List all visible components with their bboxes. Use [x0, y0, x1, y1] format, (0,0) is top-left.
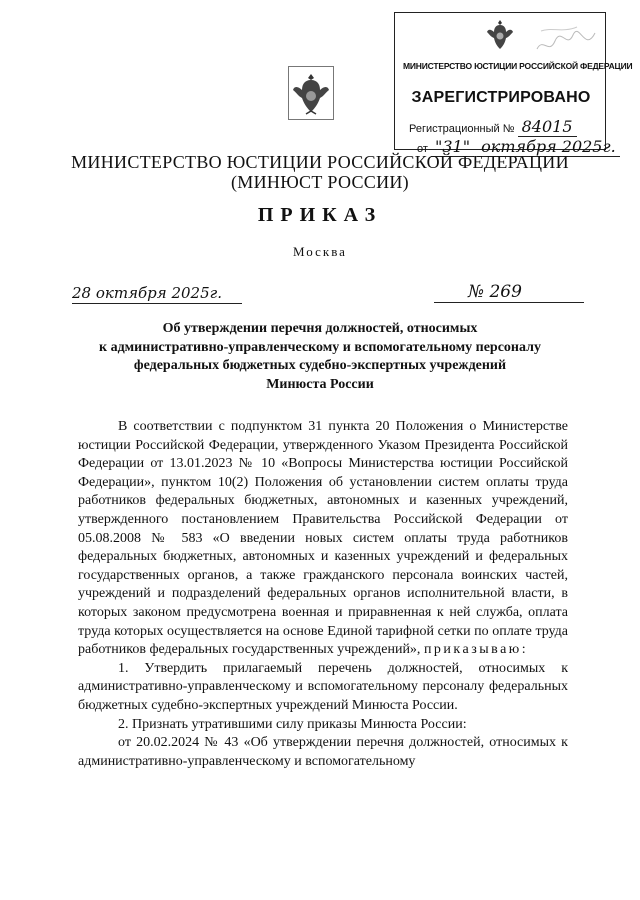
stamp-status: ЗАРЕГИСТРИРОВАНО: [411, 89, 591, 106]
subject-line: федеральных бюджетных судебно-экспертных учреждений: [133, 358, 507, 373]
stamp-signature-scribble: [533, 19, 599, 63]
stamp-ministry-name: МИНИСТЕРСТВО ЮСТИЦИИ РОССИЙСКОЙ ФЕДЕРАЦИИ: [403, 61, 633, 71]
subject-line: Об утверждении перечня должностей, относимых: [162, 321, 478, 336]
ministry-short-name: (МИНЮСТ РОССИИ): [231, 172, 409, 192]
stamp-reg-number: 84015: [518, 117, 577, 137]
subject-line: к административно-управленческому и вспомогательному персоналу: [99, 339, 541, 355]
stamp-date-day: "31": [431, 137, 474, 157]
order-body: [78, 418, 568, 771]
city-name: Москва: [293, 244, 347, 259]
stamp-date-prefix: от: [417, 143, 428, 155]
preamble-text: В соответствии с подпунктом 31 пункта 20 Положения о Министерстве юстиции Российской Федерации, утвержденного Указом Президента Российской Федерации от 13.01.2023 № 10 «Вопросы Министерства юстиции Российской Федерации», пунктом 10(2) Положения об установлении систем оплаты труда работников федеральных бюджетных, автономных и казенных учреждений, утвержденного постановлением Правительства Российской Федерации от 05.08.2008 № 583 «О введении новых систем оплаты труда работников федеральных бюджетных, автономных и казенных учреждений и федеральных государственных органов, а также гражданского персонала воинских частей, учреждений и подразделений федеральных органов исполнительной власти, в которых законом предусмотрена военная и приравненная к ней служба, оплата труда которых осуществляется на основе Единой тарифной сетки по оплате труда работников федеральных государственных учреждений»,: [78, 419, 568, 658]
registration-stamp: [394, 12, 633, 156]
subject-line: Минюста России: [266, 376, 374, 392]
preamble-paragraph: [78, 418, 568, 660]
order-item-2-subitem: от 20.02.2024 № 43 «Об утверждении перечня должностей, относимых к административно-управленческому и вспомогательному: [78, 735, 568, 769]
order-directive: приказываю:: [423, 642, 529, 658]
order-item-2: 2. Признать утратившими силу приказы Минюста России:: [118, 716, 467, 732]
ministry-header: [0, 152, 640, 192]
order-number: № 269: [434, 282, 584, 303]
order-date: 28 октября 2025г.: [72, 284, 242, 304]
order-item-1: 1. Утвердить прилагаемый перечень должностей, относимых к административно-управленческому и вспомогательному персоналу федеральных бюджетных судебно-экспертных учреждений Минюста России.: [78, 660, 568, 713]
stamp-date-rest: октября 2025г.: [477, 137, 620, 157]
stamp-coat-of-arms-emblem: [483, 17, 517, 53]
coat-of-arms-emblem: [288, 66, 334, 120]
order-subject: [62, 320, 578, 394]
stamp-reg-label: Регистрационный №: [409, 123, 515, 135]
stamp-registration-line: [409, 117, 577, 136]
ministry-name: МИНИСТЕРСТВО ЮСТИЦИИ РОССИЙСКОЙ ФЕДЕРАЦИИ: [71, 152, 569, 172]
document-type-title: ПРИКАЗ: [257, 204, 383, 226]
